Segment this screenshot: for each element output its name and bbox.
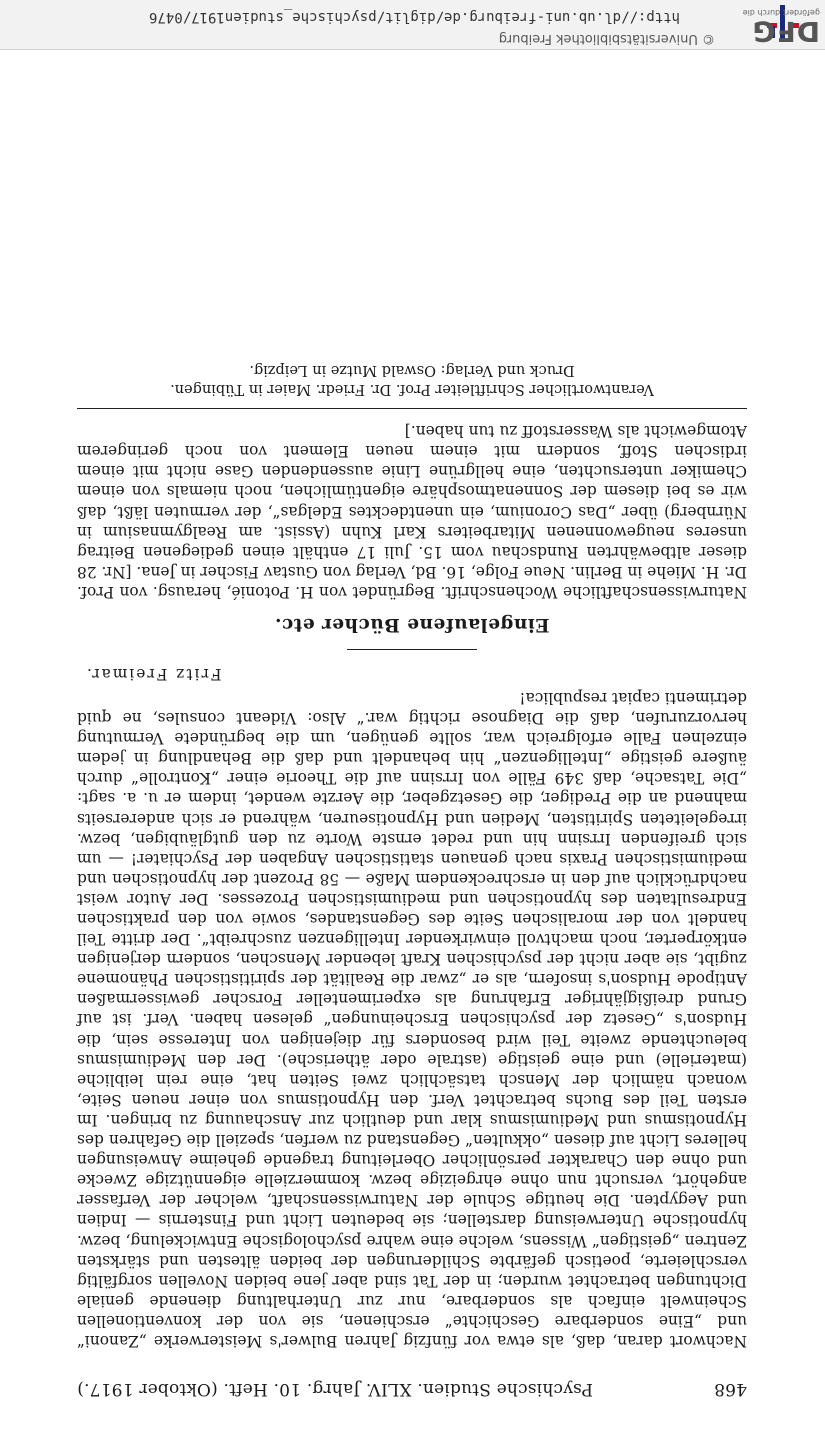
dfg-subtitle: gefördert durch die [742,8,820,17]
book-entry: Naturwissenschaftliche Wochenschrift. Begründet von H. Potonié, herausg. von Prof. Dr. H. Miehe in Berlin. Neue Folge, 16. Bd, Verlag von Gustav Fischer in Jena. [Nr. 28 dieser altbewährten Rundschau vom 15. Juli 17 enthält einen gediegenen Beitrag unseres neugewonnenen Mitarbeiters Karl Kuhn (Assist. am Realgymnasium in Nürnberg) über „Das Coronium, ein unentdecktes Edelgas“, der vermuten läßt, daß wir es bei diesem der Sonnenatmosphäre eigentümlichen, noch niemals von einem Chemiker untersuchten, eine hellgrüne Linie aussendenden Gase nicht mit einem irdischen Stoff, sondern mit einem neuen Element von noch geringerem Atomgewicht als Wasserstoff zu tun haben.] [77,422,747,601]
imprint-publisher: Druck und Verlag: Oswald Mutze in Leipzig. [249,362,575,379]
dfg-logo-icon [738,5,820,48]
document-url-link[interactable]: http://dl.ub.uni-freiburg.de/diglit/psychische_studien1917/0476 [148,9,680,25]
copyright-text: © Universitätsbibliothek Freiburg [498,31,715,46]
dfg-logo-text: DFG [751,15,820,48]
review-signature: Fritz Freimar. [85,664,222,683]
page-number: 468 [713,1379,747,1399]
running-title: Psychische Studien. XLIV. Jahrg. 10. Heft. (Oktober 1917.) [77,1379,593,1399]
page-content [77,360,747,1351]
review-paragraph: Nachwort daran, daß, als etwa vor fünfzig Jahren Bulwer's Meisterwerke „Zanoni“ und „Eine sonderbare Geschichte“ erschienen, sie von der konventionellen Scheinwelt einfach als sonderbare, nur zur Unterhaltung dienende geniale Dichtungen betrachtet wurden; in der Tat sind aber jene beiden Novellen sorgfältig verschleierte, poetisch gefärbte Schilderungen der beiden ältesten und stärksten Zentren „geistigen“ Wissens, welche eine wahre psychologische Entwickelung, bezw. hypnotische Unterweisung darstellen; sie bedeuten Licht und Finsternis — Indien und Aegypten. Die heutige Schule der Naturwissenschaft, welcher der Verfasser angehört, versucht nun ohne ehrgeizige bezw. kommerzielle eigennützige Zwecke und ohne den Charakter persönlicher Oberleitung tragende geheime Anweisungen helleres Licht auf diesen „okkulten“ Gegenstand zu werfen, speziell die Gefahren des Hypnotismus und Mediumismus klar und deutlich zur Anschauung zu bringen. Im ersten Teil des Buchs betrachtet Verf. den Hypnotismus von einer neuen Seite, wonach nämlich der Mensch tatsächlich zwei Seiten hat, eine rein leibliche (materielle) und eine geistige (astrale oder ätherische). Der den Mediumismus beleuchtende zweite Teil wird besonders für diejenigen von Interesse sein, die Hudson's „Gesetz der psychischen Erscheinungen“ gelesen haben. Verf. ist auf Grund dreißigjähriger Erfahrung als experimenteller Forscher gewissermaßen Antipode Hudson's insofern, als er „zwar die Realität der spiritistischen Phänomene zugibt, sie aber nicht der psychischen Kraft lebender Menschen, sondern derjenigen entkörperter, noch machtvoll einwirkender Intelligenzen zuschreibt“. Der dritte Teil handelt von der moralischen Seite des Gegenstandes, sowie von den praktischen Endresultaten des hypnotischen und mediumistischen Prozesses. Der Autor weist nachdrücklich auf den in erschreckendem Maße — 58 Prozent der hypnotischen und mediumistischen Praxis nach genauen statistischen Angaben der Psychiater! — um sich greifenden Irrsinn hin und redet ernste Worte zu den gutgläubigen, bezw. irregeleiteten Spiritisten, Medien und Hypnotiseuren, während er sich andererseits mahnend an die Prediger, die Gesetzgeber, die Aerzte wendet, indem er u. a. sagt: „Die Tatsache, daß 349 Fälle von Irrsinn auf die Theorie einer „Kontrolle“ durch äußere geistige „Intelligenzen“ hin behandelt und daß die Behandlung in jedem einzelnen Falle erfolgreich war, sollte genügen, um die begründete Vermutung hervorzurufen, daß die Diagnose richtig war.“ Also: Videant consules, ne quid detrimenti capiat respublica! [77,689,747,1350]
section-divider [347,649,477,650]
imprint-editor: Verantwortlicher Schriftleiter Prof. Dr. Friedr. Maier in Tübingen. [170,381,654,398]
running-head [77,1379,747,1399]
section-title: Eingelaufene Bücher etc. [274,613,550,635]
imprint-divider [77,408,747,409]
viewer-bar [0,0,825,50]
